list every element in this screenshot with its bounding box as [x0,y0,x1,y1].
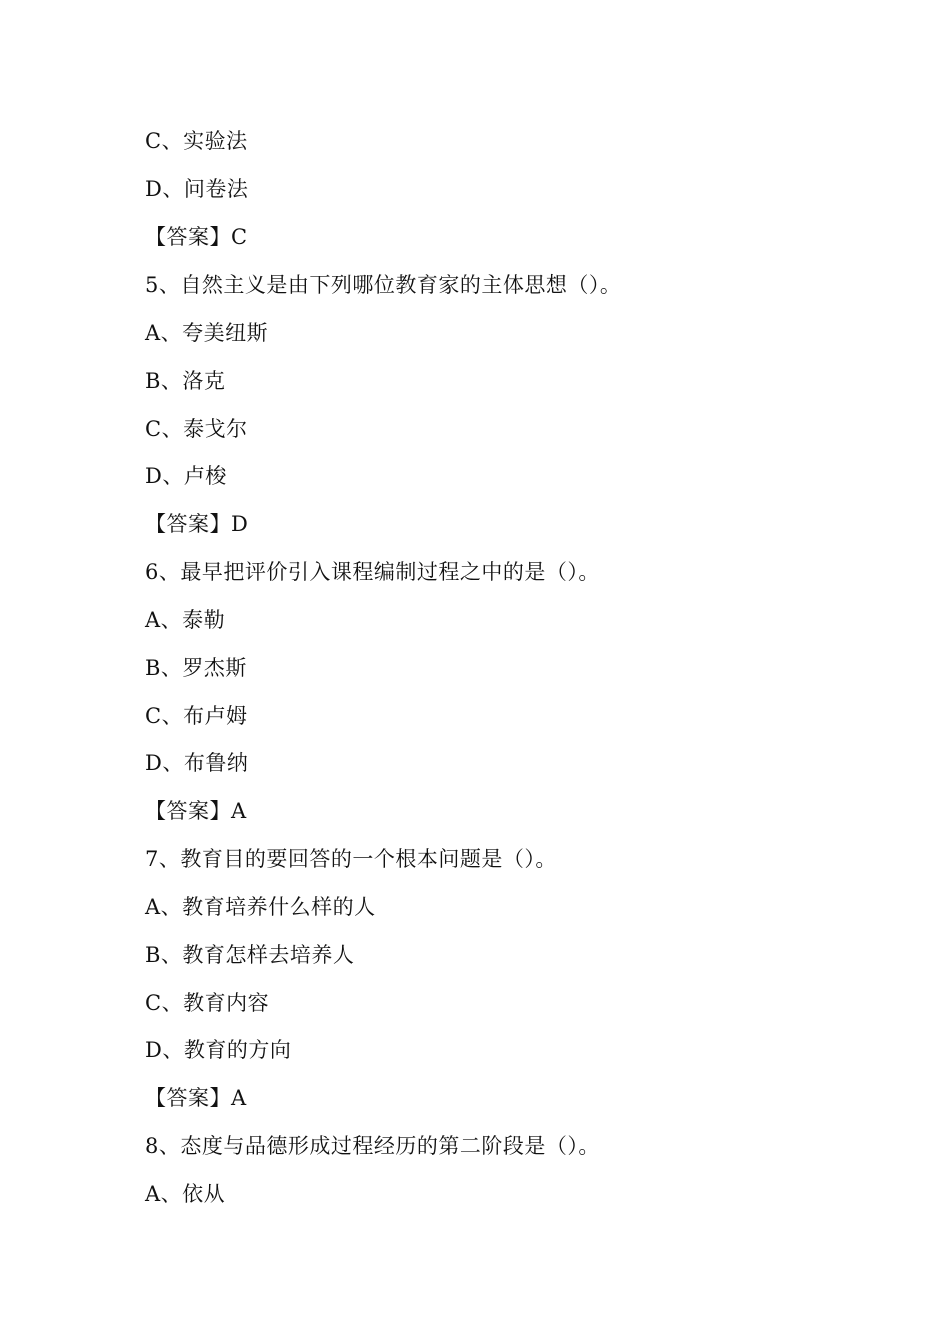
option-c-q6: C、布卢姆 [145,704,248,728]
option-c-q5: C、泰戈尔 [145,417,248,441]
question-6: 6、最早把评价引入课程编制过程之中的是（）。 [145,560,600,584]
option-d-q5: D、卢梭 [145,464,227,488]
option-a-q5: A、夸美纽斯 [145,321,269,345]
question-5: 5、自然主义是由下列哪位教育家的主体思想（）。 [145,273,622,297]
option-b-q6: B、罗杰斯 [145,656,247,680]
option-c-q4: C、实验法 [145,129,248,153]
question-8: 8、态度与品德形成过程经历的第二阶段是（）。 [145,1134,600,1158]
option-d-q7: D、教育的方向 [145,1038,292,1062]
answer-q6: 【答案】A [145,799,247,823]
option-b-q5: B、洛克 [145,369,226,393]
option-a-q7: A、教育培养什么样的人 [145,895,376,919]
question-7: 7、教育目的要回答的一个根本问题是（）。 [145,847,557,871]
answer-q5: 【答案】D [145,512,249,536]
option-d-q4: D、问卷法 [145,177,249,201]
option-a-q6: A、泰勒 [145,608,226,632]
option-b-q7: B、教育怎样去培养人 [145,943,355,967]
option-d-q6: D、布鲁纳 [145,751,249,775]
option-a-q8: A、依从 [145,1182,226,1206]
option-c-q7: C、教育内容 [145,991,270,1015]
answer-q7: 【答案】A [145,1086,247,1110]
answer-q4: 【答案】C [145,225,248,249]
